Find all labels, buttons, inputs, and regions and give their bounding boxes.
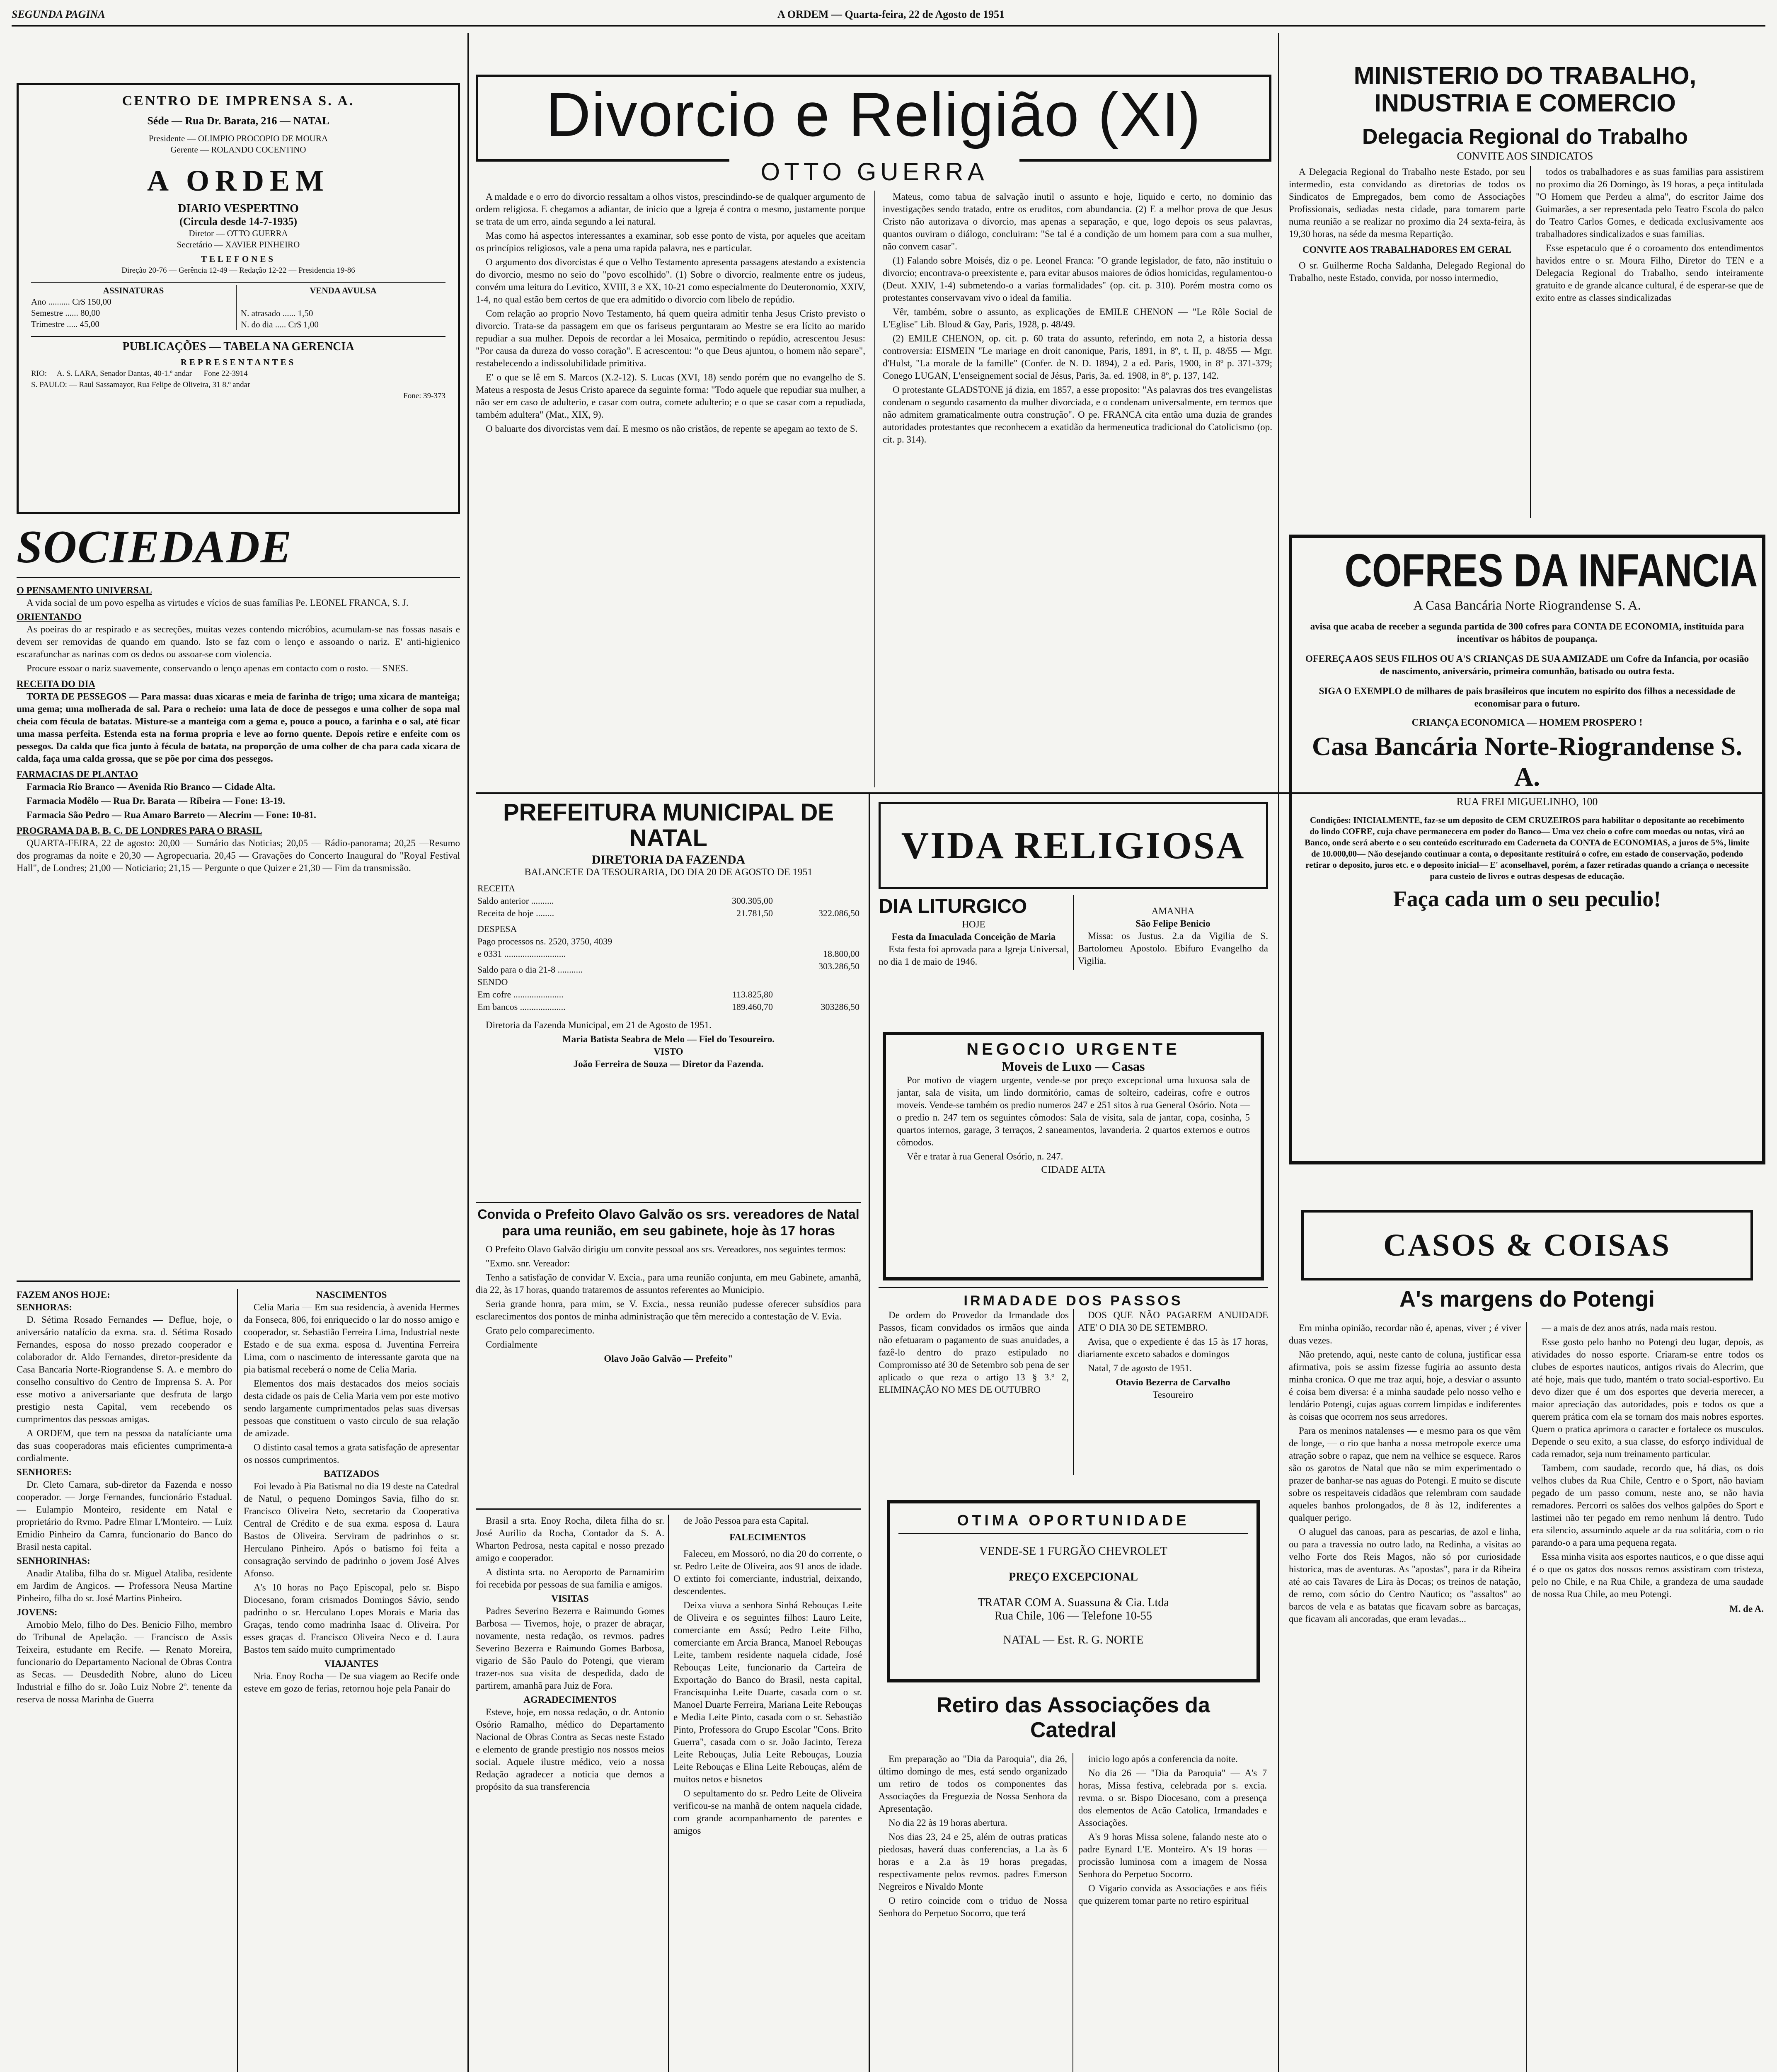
- irmandade-text-r: DOS QUE NÃO PAGAREM ANUIDADE ATE' O DIA 30 DE SETEMBRO.: [1078, 1310, 1268, 1333]
- dia-liturgico-title: DIA LITURGICO: [879, 896, 1027, 917]
- page-dateline: A ORDEM — Quarta-feira, 22 de Agosto de 1951: [777, 8, 1005, 20]
- retiro-text: O Vigario convida as Associações e aos fiéis que quizerem tomar parte no retiro espiritual: [1078, 1883, 1267, 1906]
- masthead-rule: [12, 25, 1765, 27]
- cofres-sub: A Casa Bancária Norte Riograndense S. A.: [1413, 598, 1641, 612]
- orientando-title: ORIENTANDO: [17, 612, 82, 622]
- divorcio-paragraph: Com relação ao proprio Novo Testamento, há quem queira admitir tenha Jesus Cristo previsto o divorcio. Trata-se da passagem em que os fariseus perguntaram ao Mestre se era lícito ao marido repudiar a sua mulher. Depois de recordar a lei Mosaica, permitindo o repúdio, acrescentou Jesus: "Por causa da dureza do vosso coração". E acrescentou: "o que Deus ajuntou, o homem não separe", restabelecendo a indissolubilidade primitiva.: [476, 308, 865, 368]
- divorcio-paragraph: A maldade e o erro do divorcio ressaltam a olhos vistos, prescindindo-se de qualquer argumento de ordem religiosa. E chegamos a adiantar, de inicio que a Igreja é contra o mesmo, justamente porque se trata de um erro, ainda segundo a lei natural.: [476, 191, 865, 227]
- vida-religiosa-title: VIDA RELIGIOSA: [901, 824, 1246, 867]
- ministerio-text-4: Esse espetaculo que é o coroamento dos entendimentos havidos entre o sr. Moura Filho, Diretor do TEN e a Delegacia Regional do Trabalho, sendo inteiramente gratuito e de grande alcance cultural, é de esperar-se que de exito entre as classes sindicalizadas: [1536, 243, 1764, 303]
- retiro-text: inicio logo após a conferencia da noite.: [1088, 1754, 1238, 1764]
- retiro-text: Nos dias 23, 24 e 25, além de outras praticas piedosas, haverá duas conferencias, a 1.a às 6 horas e a 2.a às 19 horas pregadas, respectivamente pelos revmos. padres Emerson Negreiros e Nivaldo Monte: [879, 1832, 1067, 1892]
- jornal-logo: A ORDEM: [147, 164, 329, 197]
- casos-paragraph: Para os meninos natalenses — e mesmo para os que vêm de longe, — o rio que banha a nossa metropole exerce uma atração sobre o rapaz, que nem na velhice se esquece. Raros são os garotos de Natal que não se mim experimentado o prazer de banhar-se nas aguas do Potengi. E muito se discute sobre os respeitaveis cidadãos que relembram com saudade aqueles banhos prolongados, de 8 às 12, indiferentes a qualquer perigo.: [1289, 1426, 1521, 1523]
- divorcio-footnote: Vêr, também, sobre o assunto, as explicações de EMILE CHENON — "Le Rôle Social de L'Eglise" Lib. Bloud & Gay, Paris, 1928, p. 48/49.: [883, 307, 1272, 329]
- representante-fone: Fone: 39-373: [403, 392, 445, 400]
- agradecimentos-title: AGRADECIMENTOS: [523, 1694, 617, 1705]
- nascimentos-title: NASCIMENTOS: [316, 1290, 387, 1300]
- receita-hoje-label: Receita de hoje ........: [477, 908, 554, 918]
- ministerio-title: MINISTERIO DO TRABALHO, INDUSTRIA E COMERCIO: [1353, 62, 1697, 117]
- retiro-text: No dia 26 — "Dia da Paroquia" — A's 7 horas, Missa festiva, celebrada por s. excia. revma. o sr. Bispo Diocesano, com a presença dos elementos de Acão Catolica, Irmandades e Associações.: [1078, 1768, 1267, 1828]
- cofres-rua: RUA FREI MIGUELINHO, 100: [1456, 796, 1598, 808]
- sendo-label: SENDO: [477, 977, 508, 987]
- senhorinhas-title: SENHORINHAS:: [17, 1556, 90, 1566]
- otima-box: [887, 1500, 1260, 1682]
- saldo-dia-value: 303.286,50: [818, 961, 859, 971]
- despesa-label: DESPESA: [477, 924, 517, 934]
- divorcio-author: OTTO GUERRA: [729, 157, 1019, 186]
- casos-paragraph: Essa minha visita aos esportes nauticos, e o que disse aqui é o que os gatos dos nossos remos assistiram com tristeza, pelo no Chile, e na Rua Chile, a grandeza de uma saudade de nossa Rua Chile, ao meu Potengi.: [1532, 1552, 1764, 1599]
- pensamento-text: A vida social de um povo espelha as virtudes e vícios de suas famílias Pe. LEONEL FRANCA, S. J.: [27, 598, 409, 608]
- otima-line-2: PREÇO EXCEPCIONAL: [1009, 1571, 1138, 1583]
- ministerio-text-3: todos os trabalhadores e as suas familias para assistirem no proximo dia 26 Domingo, às 19 horas, a peça intitulada "O Homem que Perdeu a alma", do escritor Jaime dos Guimarães, a ser representada pelo Teatro Escola do palco do Teatro Carlos Gomes, e dedicada exclusivamente aos trabalhadores sindicalizados e suas familias.: [1536, 167, 1764, 239]
- orientando-text-2: Procure essoar o nariz suavemente, conservando o lenço apenas em contacto com o rosto. — SNES.: [27, 663, 408, 673]
- telefones-title: TELEFONES: [201, 254, 276, 264]
- representante-sp: S. PAULO: — Raul Sassamayor, Rua Felipe de Oliveira, 31 8.º andar: [31, 380, 250, 389]
- venda-atrasado: N. atrasado ...... 1,50: [241, 308, 313, 318]
- assinatura-trimestre: Trimestre ..... 45,00: [31, 319, 99, 329]
- hoje-label: HOJE: [962, 919, 985, 929]
- divorcio-footnote: (1) Falando sobre Moisés, diz o pe. Leonel Franca: "O grande legislador, de fato, não instituiu o divorcio; encontrava-o preexistente e, para evitar abusos maiores de ódios homicidas, regulamentou-o (Deut. XXIV, 1-4) submetendo-o a varias formalidades" (op. cit. p. 310). Porém mostra como os protestantes conservavam vivo o ideal da familia.: [883, 255, 1272, 303]
- viajantes-title: VIAJANTES: [324, 1658, 379, 1669]
- nascimentos-text-2: Elementos dos mais destacados dos meios sociais desta cidade os pais de Celia Maria vem por este motivo sendo largamente cumprimentados pelas suas diversas pessoas que constituem o vasto circulo de sua relação de amizade.: [244, 1378, 459, 1438]
- convite-text-3: Seria grande honra, para mim, se V. Excia., nessa reunião pudesse oferecer subsídios para esclarecimentos dos pontos de minha administração que têm merecido a contestação de V. Evia.: [476, 1299, 861, 1322]
- ministerio-convite-trab: CONVITE AOS TRABALHADORES EM GERAL: [1302, 244, 1512, 255]
- falecimentos-column: [673, 1515, 862, 2072]
- casos-sign: M. de A.: [1729, 1604, 1764, 1614]
- bbc-title: PROGRAMA DA B. B. C. DE LONDRES PARA O BRASIL: [17, 825, 262, 836]
- ministerio-col-1: [1289, 166, 1525, 518]
- casos-paragraph: Esse gosto pelo banho no Potengi deu lugar, depois, as atividades do nosso esporte. Criaram-se entre todos os clubes de esportes nauticos, antigos rivais do Alecrim, que até hoje, mais que tudo, mantém o trato social-esportivo. Eu devo dizer que é um dos esportes que deveria merecer, a maior apreciação das autoridades, pois e todos os que a querem prática com ela se tornam dos mais nobres esportes. Quem o pratica aprimora o caracter e fortalece os musculos. Depende o seu exito, a sua classe, do esforço individual de cada remador, seja num treinamento particular.: [1532, 1337, 1764, 1459]
- saldo-anterior-value: 300.305,00: [732, 896, 773, 906]
- pago-label: Pago processos ns. 2520, 3750, 4039: [477, 936, 613, 946]
- irmandade-text: De ordem do Provedor da Irmandade dos Passos, ficam convidados os irmãos que ainda não efetuaram o pagamento de suas anuidades, a fazê-lo dentro do prazo estipulado no Compromisso até 30 de Setembro sob pena de ser aplicado o que reza o artigo 13 § 3.º 2, ELIMINAÇÃO NO MES DE OUTUBRO: [879, 1310, 1069, 1395]
- convite-title: Convida o Prefeito Olavo Galvão os srs. vereadores de Natal para uma reunião, em seu gabinete, hoje às 17 horas: [477, 1207, 859, 1238]
- dia-liturgico: [879, 895, 1268, 1019]
- amanha-santo: São Felipe Benicio: [1135, 918, 1210, 929]
- aniversarios-title: FAZEM ANOS HOJE:: [17, 1290, 110, 1300]
- convite-section: [476, 1206, 861, 1504]
- bancos-label: Em bancos ....................: [477, 1002, 566, 1012]
- farmacia-3: Farmacia São Pedro — Rua Amaro Barreto — Alecrim — Fone: 10-81.: [27, 810, 316, 820]
- jornal-circula: (Circula desde 14-7-1935): [179, 215, 298, 228]
- falecimentos-text: Faleceu, em Mossoró, no dia 20 do corrente, o sr. Pedro Leite de Oliveira, aos 91 anos de idade. O extinto foi comerciante, industrial, deixando, descendentes.: [673, 1549, 862, 1596]
- representantes-title: REPRESENTANTES: [180, 357, 296, 367]
- casos-paragraph: Em minha opinião, recordar não é, apenas, viver ; é viver duas vezes.: [1289, 1323, 1521, 1346]
- saldo-dia-label: Saldo para o dia 21-8 ...........: [477, 964, 583, 975]
- retiro-col-2: [1078, 1753, 1267, 2072]
- irmandade-section: [879, 1293, 1268, 1479]
- casos-paragraph: Não pretendo, aqui, neste canto de coluna, justificar essa afirmativa, pois se assim fizesse fugiria ao assunto desta minha cronica. O que me traz aqui, hoje, a desviar o assunto é coisa bem diversa: é a minha saudade pelo nosso velho e lendário Potengi, cujas aguas correm limpidas e indiferentes às coisas que ocorrem nos seus arredores.: [1289, 1349, 1521, 1422]
- falecimentos-text-2: Deixa viuva a senhora Sinhá Rebouças Leite de Oliveira e os seguintes filhos: Lauro Leite, comerciante em Assú; Pedro Leite Filho, comerciante em Arcia Branca, Manoel Rebouças Leite, tambem residente naquela cidade, José Rebouças Leite, funcionario da Carteira de Exportação do Banco do Brasil, nesta capital, Francisquinha Leite Duarte, casada com o sr. Manoel Duarte Ferreira, Mariana Leite Rebouças e Media Leite Pinto, casada com o sr. Sebastião Pinto, Professora do Grupo Escolar "Cons. Brito Guerra", casada com o sr. João Jacinto, Tereza Leite Rebouças, Julia Leite Rebouças, Louzia Leite Rebouças e Elina Leite Rebouças, além de muitos netos e bisnetos: [673, 1600, 862, 1784]
- retiro-title: Retiro das Associações da Catedral: [937, 1693, 1210, 1742]
- prefeitura-balancete: BALANCETE DA TESOURARIA, DO DIA 20 DE AGOSTO DE 1951: [524, 867, 813, 878]
- aniversario-setima: D. Sétima Rosado Fernandes — Deflue, hoje, o aniversário natalício da exma. sra. d. Sétima Rosado Fernandes, esposa do nosso prezado cooperador e colaborador dr. Aldo Fernandes, diretor-presidente da Casa Bancaria Norte-Riograndense S. A. e membro do conselho consultivo do Centro de Imprensa S. A. Por esse motivo a aniversariante que desfruta de largo prestigio nesta Capital, vem recebendo os cumprimentos das pessoas amigas.: [17, 1314, 232, 1424]
- imprensa-presidente: Presidente — OLIMPIO PROCOPIO DE MOURA: [148, 133, 328, 143]
- assinatura-semestre: Semestre ...... 80,00: [31, 308, 100, 318]
- convite-text-4: Grato pelo comparecimento.: [486, 1325, 595, 1336]
- irmandade-text-r2: Avisa, que o expediente é das 15 às 17 horas, diariamente exceto sabados e domingos: [1078, 1336, 1268, 1359]
- visitas-padres: Padres Severino Bezerra e Raimundo Gomes Barbosa — Tivemos, hoje, o prazer de abraçar, novamente, nesta redação, os revmos. padres Severino Bezerra e Raimundo Gomes Barbosa, vigario de São Paulo do Potengi, que vieram trazer-nos sua visita de despedida, dado de partirem, amanhã para Juiz de Fora.: [476, 1606, 664, 1691]
- irmandade-title: IRMADADE DOS PASSOS: [964, 1293, 1183, 1309]
- otima-title: OTIMA OPORTUNIDADE: [898, 1512, 1248, 1534]
- nascimentos-text-3: O distinto casal temos a grata satisfação de apresentar os nossos cumprimentos.: [244, 1442, 459, 1465]
- retiro-text: A's 9 horas Missa solene, falando neste ato o padre Eynard L'E. Monteiro. A's 19 horas — procissão luminosa com a imagem de Nossa Senhora do Perpetuo Socorro.: [1078, 1832, 1267, 1879]
- divorcio-title: Divorcio e Religião (XI): [546, 80, 1201, 149]
- divorcio-footnote: (2) EMILE CHENON, op. cit. p. 60 trata do assunto, referindo, em nota 2, a historia dessa controversia: EISMEIN "Le mariage en droit canonique, Paris, 1891, in 8º, t. II, p. 48/55 — Mgr. d'Hulst, "La morale de la famille" (Confer. de N. D. 1894), 2 a ed. Paris, 1900, in 8º p. 371-379; Conego LUGAN, L'enseignement social de Jésus, Paris, 3a. ed. 1908, in 8º, p. 137, 142.: [883, 333, 1272, 381]
- casos-col-1: [1289, 1322, 1521, 2072]
- ministerio-convite: CONVITE AOS SINDICATOS: [1457, 150, 1593, 162]
- retiro-text: Em preparação ao "Dia da Paroquia", dia 26, último domingo de mes, está sendo organizado um retiro de todos os componentes das Associações da Freguezia de Nossa Senhora da Apresentação.: [879, 1754, 1067, 1814]
- divorcio-paragraph: E' o que se lê em S. Marcos (X.2-12). S. Lucas (XVI, 18) sendo porém que no evangelho de S. Mateus a resposta de Jesus Cristo aparece da seguinte forma: "Todo aquele que repudiar sua mulher, a não ser em caso de adulterio, e casar com outra, comete adulterio; e o que se casar com a repudiada, também adultera" (Mat., XIX, 9).: [476, 372, 865, 420]
- negocio-ver: Vêr e tratar à rua General Osório, n. 247.: [907, 1151, 1063, 1162]
- visitas-title: VISITAS: [551, 1593, 589, 1604]
- convite-text-2: Tenho a satisfação de convidar V. Excia., para uma reunião conjunta, em meu Gabinete, amanhã, dia 22, às 17 horas, quando trataremos de assuntos referentes ao Municipio.: [476, 1272, 861, 1295]
- cofres-casa: Casa Bancária Norte-Riograndense S. A.: [1312, 731, 1743, 792]
- amanha-label: AMANHA: [1151, 906, 1195, 916]
- casos-paragraph: O aluguel das canoas, para as pescarias, de azol e linha, ou para a travessia no outro lado, na Redinha, a visitas ao velho Forte dos Reis Magos, não só por curiosidade historica, mas de aventuras. As "apostas", para ir da Ribeira até ao cais Tavares de Lira às Docas; os treinos de natação, de remo, com sócio do Centro Nautico; os "assaltos" ao barcos de vela e as batatas que ficavam sobre as barcaças, que ficavam ali ancoradas, que eram levadas...: [1289, 1527, 1521, 1624]
- bancos-value: 189.460,70: [732, 1002, 773, 1012]
- casos-title: CASOS & COISAS: [1383, 1228, 1671, 1263]
- assinatura-ano: Ano .......... Cr$ 150,00: [31, 297, 111, 307]
- batizados-title: BATIZADOS: [324, 1469, 379, 1479]
- agradecimentos-text: Esteve, hoje, em nossa redação, o dr. Antonio Osório Ramalho, médico do Departamento Nacional de Obras Contra as Secas neste Estado e elemento de grande prestigio nos nossos meios social. Aquele ilustre médico, veio a nossa Redação agradecer a noticia que demos a propósito da sua transferencia: [476, 1707, 664, 1792]
- ministerio-text: A Delegacia Regional do Trabalho neste Estado, por seu intermedio, esta convidando as diretorias de todos os Sindicatos de Empregados, bem como de Associações Profissionais, sediadas nesta cidade, para tomarem parte numa reunião a se realizar no proximo dia 24 sexta-feira, às 19,30 horas, na séde da mesma Repartição.: [1289, 167, 1525, 239]
- convite-text: O Prefeito Olavo Galvão dirigiu um convite pessoal aos srs. Vereadores, nos seguintes termos:: [486, 1244, 846, 1254]
- hoje-festa: Festa da Imaculada Conceição de Maria: [891, 932, 1056, 942]
- prefeitura-diretoria: Diretoria da Fazenda Municipal, em 21 de Agosto de 1951.: [486, 1020, 712, 1030]
- casos-paragraph: Tambem, com saudade, recordo que, há dias, os dois velhos clubes da Rua Chile, Centro e o Sport, não haviam pegado de um passo comum, neste ano, se não havia remadores. Percorri os salões dos velhos galpões do Sport e lastimei não ter pegado em remo nenhum lá dentro. Tudo era silencio, assumindo aquele ar da rua solitária, com o rio parando-o a para uma pequena regata.: [1532, 1463, 1764, 1548]
- negocio-title: NEGOCIO URGENTE: [966, 1040, 1180, 1058]
- nascimentos-column: [244, 1289, 459, 2072]
- saldo-anterior-label: Saldo anterior ..........: [477, 896, 554, 906]
- senhores-title: SENHORES:: [17, 1467, 72, 1477]
- jovens-text: Arnobio Melo, filho do Des. Benicio Filho, membro do Tribunal de Apelação. — Francisco de Assis Teixeira, estudante em Recife. — Renato Moreira, funcionario do Departamento Nacional de Obras Contra as Secas. — Deusdedith Nobre, aluno do Liceu Industrial e filho do sr. João Luiz Nobre 2º. tenente da reserva de nossa Marinha de Guerra: [17, 1619, 232, 1704]
- aniversario-ordem: A ORDEM, que tem na pessoa da natalíciante uma das suas cooperadoras mais eficientes cumprimenta-a cordialmente.: [17, 1428, 232, 1463]
- negocio-sub: Moveis de Luxo — Casas: [1002, 1059, 1145, 1074]
- ministerio-text-2: O sr. Guilherme Rocha Saldanha, Delegado Regional do Trabalho, neste Estado, convida, por nosso intermedio,: [1289, 260, 1525, 283]
- divorcio-col-1: [476, 191, 865, 787]
- farmacia-2: Farmacia Modêlo — Rua Dr. Barata — Ribeira — Fone: 13-19.: [27, 796, 285, 806]
- convite-cordialmente: Cordialmente: [486, 1339, 538, 1350]
- senhoras-title: SENHORAS:: [17, 1302, 73, 1312]
- prefeitura-maria: Maria Batista Seabra de Melo — Fiel do Tesoureiro.: [562, 1034, 775, 1044]
- balancete-table: [476, 882, 861, 1013]
- cofres-condicoes: Condições: INICIALMENTE, faz-se um deposito de CEM CRUZEIROS para habilitar o depositante ao recebimento do lindo COFRE, cuja chave permanecera em poder do Banco— Uma vez cheio o cofre com moedas ou notas, virá ao Banco, onde será aberto e o seu conteúdo escriturado em Caderneta da CONTA de ECONOMIAS, a juros de 5%, limite de 10.000,00— Não desejando continuar a conta, o depositante restituirá o cofre, em estado de conservação, podendo retirar o deposito, juros etc. e o deposito inicial— E' aconselhavel, porém, a fazer retiradas quando a criança o necessite para custeio de livros e outras despesas de educação.: [1305, 815, 1750, 881]
- publicacoes: PUBLICAÇÕES — TABELA NA GERENCIA: [31, 336, 445, 353]
- ministerio-col-2: [1536, 166, 1764, 518]
- representante-rio: RIO: —A. S. LARA, Senador Dantas, 40-1.º andar — Fone 22-3914: [31, 369, 248, 378]
- cofres-avisa: avisa que acaba de receber a segunda partida de 300 cofres para CONTA DE ECONOMIA, instituída para incentivar os hábitos de poupança.: [1310, 621, 1744, 644]
- imprensa-sede: Séde — Rua Dr. Barata, 216 — NATAL: [147, 115, 329, 127]
- pago-value: 18.800,00: [823, 949, 859, 959]
- retiro-text: No dia 22 às 19 horas abertura.: [888, 1818, 1007, 1828]
- divorcio-paragraph: Mateus, como tabua de salvação inutil o assunto e hoje, liquido e certo, no dominio das investigações sendo tratado, entre os eruditos, com abundancia. (2) E a melhor prova de que Jesus Cristo não autorizava o divorcio, mas apenas a separação, e que, logo depois os seus palavras, quantos ouviram o diálogo, concluiram: "Se tal é a condição de um homem para com a sua mulher, não convem casar".: [883, 191, 1272, 252]
- viajantes-text: Nria. Enoy Rocha — De sua viagem ao Recife onde esteve em gozo de ferias, retornou hoje pela Panair do: [244, 1671, 459, 1694]
- pensamento-title: O PENSAMENTO UNIVERSAL: [17, 585, 152, 595]
- imprensa-gerente: Gerente — ROLANDO COCENTINO: [170, 145, 306, 155]
- ministerio-sub: Delegacia Regional do Trabalho: [1362, 125, 1688, 149]
- irmandade-assinatura: Otavio Bezerra de Carvalho: [1116, 1377, 1230, 1387]
- visitas-column: [476, 1515, 664, 2072]
- venda-dia: N. do dia ..... Cr$ 1,00: [241, 320, 319, 329]
- hoje-texto: Esta festa foi aprovada para a Igreja Universal, no dia 1 de maio de 1946.: [879, 944, 1069, 967]
- jornal-tipo: DIARIO VESPERTINO: [178, 202, 299, 215]
- amanha-texto: Missa: os Justus. 2.a da Vigilia de S. Bartolomeu Apostolo. Ebifuro Evangelho da Vigilia.: [1078, 931, 1268, 966]
- pago-label-2: e 0331 ...........................: [477, 949, 566, 959]
- cofres-title: COFRES DA INFANCIA: [1344, 545, 1758, 596]
- sociedade-column: [17, 584, 460, 1359]
- vida-religiosa-box: [879, 802, 1268, 889]
- assinaturas-title: ASSINATURAS: [103, 286, 164, 295]
- convite-exmo: "Exmo. snr. Vereador:: [486, 1258, 570, 1268]
- negocio-urgente-box: [883, 1032, 1264, 1280]
- batizados-text-2: A's 10 horas no Paço Episcopal, pelo sr. Bispo Diocesano, foram crismados Domingos Sávio, sendo padrinho o sr. Herculano Lopes Morais e Maria das Graças, tendo como madrinha Isaac d. Oliveira. Por esses graças d. Francisco Oliveira Neco e d. Laura Bastos tem saído muito cumprimentado: [244, 1582, 459, 1655]
- jornal-diretor: Diretor — OTTO GUERRA: [189, 228, 288, 238]
- otima-line-1: VENDE-SE 1 FURGÃO CHEVROLET: [979, 1545, 1167, 1558]
- casos-box: [1301, 1210, 1753, 1280]
- receita-title: RECEITA DO DIA: [17, 679, 95, 689]
- cofres-ofereca: OFEREÇA AOS SEUS FILHOS OU A'S CRIANÇAS DE SUA AMIZADE um Cofre da Infancia, por ocasião de nascimento, aniversário, primeira comunhão, batisado ou outra festa.: [1305, 654, 1749, 676]
- imprensa-box: [17, 83, 460, 514]
- convite-assinatura: Olavo João Galvão — Prefeito": [604, 1353, 733, 1364]
- nascimentos-text: Celia Maria — Em sua residencia, à avenida Hermes da Fonseca, 806, foi enriquecido o lar do nosso amigo e cooperador, sr. Sebastião Ferreira Lima, Industrial neste Estado e de sua exma. esposa d. Juventina Ferreira Lima, com o nascimento de interessante garota que na pia batismal receberá o nome de Celia Maria.: [244, 1302, 459, 1375]
- casos-col-2: [1532, 1322, 1764, 2072]
- cofre-label: Em cofre ......................: [477, 989, 564, 1000]
- irmandade-cargo: Tesoureiro: [1152, 1389, 1194, 1400]
- farmacia-1: Farmacia Rio Branco — Avenida Rio Branco — Cidade Alta.: [27, 782, 276, 792]
- receita-text: TORTA DE PESSEGOS — Para massa: duas xicaras e meia de farinha de trigo; uma xicara de manteiga; uma gema; uma molherada de sal. Para o recheio: uma lata de doce de pessegos e uma colher de sopa mal cheia com fécula de batatas. Misture-se a manteiga com a gema e, pouco a pouco, a farinha e o sal, até ficar uma massa perfeita. Estenda esta na forma propria e leve ao forno quente. Depois retire e enfeite com os pessegos. Da calda que fica junto à fécula de batata, na proporção de uma colher de cha para cada xicara de calda, faça uma calda grossa, que se põe por cima dos pessegos.: [17, 691, 460, 764]
- divorcio-paragraph: Mas como há aspectos interessantes a examinar, sob esse ponto de vista, por aqueles que aceitam os princípios religiosos, vale a pena uma rapida palavra, nes e particular.: [476, 230, 865, 253]
- venda-title: VENDA AVULSA: [310, 286, 377, 295]
- telefones-list: Direção 20-76 — Gerência 12-49 — Redação 12-22 — Presidencia 19-86: [121, 266, 355, 275]
- receita-hoje-value: 21.781,50: [736, 908, 773, 918]
- casos-paragraph: — a mais de dez anos atrás, nada mais restou.: [1542, 1323, 1717, 1333]
- visitas-text: Brasil a srta. Enoy Rocha, dileta filha do sr. José Aurilio da Rocha, Contador da S. A. Wharton Pedrosa, nesta capital e nosso prezado amigo e cooperador.: [476, 1515, 664, 1563]
- sociedade-title: SOCIEDADE: [17, 521, 293, 573]
- falecimentos-title: FALECIMENTOS: [729, 1532, 806, 1542]
- retiro-col-1: [879, 1753, 1067, 2072]
- orientando-text: As poeiras do ar respirado e as secreções, muitas vezes contendo micróbios, acumulam-se nas fossas nasais e devem ser removidas de quando em quando. Isto se faz com o lenço e assoando o nariz. E' anti-higienico escarafunchar as narinas com os dedos ou assoar-se com violencia.: [17, 624, 460, 659]
- otima-line-4: Rua Chile, 106 — Telefone 10-55: [994, 1610, 1152, 1622]
- retiro-text: O retiro coincide com o triduo de Nossa Senhora do Perpetuo Socorro, que terá: [879, 1895, 1067, 1918]
- divorcio-paragraph: O argumento dos divorcistas é que o Velho Testamento apresenta passagens atestando a existencia do divorcio, mesmo no seio do "povo escolhido". (1) Sobre o divorcio, realmente entre os judeus, convém uma leitura do Levitico, XVIII, 3 e XX, 10-21 como especialmente do Deuteronomio, XXIV, 1-4, no qual estão bem certos de que era admitido o divorcio com libelo de repúdio.: [476, 257, 865, 305]
- farmacias-title: FARMACIAS DE PLANTAO: [17, 769, 138, 779]
- cofre-value: 113.825,80: [732, 989, 773, 1000]
- divorcio-paragraph: O baluarte dos divorcistas vem daí. E mesmo os não cristãos, de repente se apegam ao texto de S.: [486, 424, 858, 434]
- negocio-text: Por motivo de viagem urgente, vende-se por preço excepcional uma luxuosa sala de jantar, sala de visita, um lindo dormitório, camas de solteiro, cadeiras, cofre e outros moveis. Vende-se também os predio numeros 247 e 251 sitos à rua General Osório. Nota — o predio n. 247 tem os seguintes cômodos: Sala de visita, sala de jantar, copa, cosinha, 5 quartos internos, garage, 3 terraços, 2 saneamentos, lavanderia. 2 quartos externos e outros cômodos.: [897, 1075, 1250, 1147]
- page-label: SEGUNDA PAGINA: [12, 8, 105, 20]
- prefeitura-sub: DIRETORIA DA FAZENDA: [591, 853, 746, 867]
- bbc-text: QUARTA-FEIRA, 22 de agosto: 20,00 — Sumário das Noticias; 20,05 — Rádio-panorama; 20,25 —Resumo dos programas da noite e 20,30 — Agropecuaria. 20,45 — Gravações do Concerto Inaugural do "Royal Festival Hall", de Londres; 21,00 — Noticiario; 21,15 — Pergunte o que Quizer e 21,30 — Fim da transmissão.: [17, 838, 460, 873]
- imprensa-title: CENTRO DE IMPRENSA S. A.: [122, 93, 355, 109]
- cofres-faca: Faça cada um o seu peculio!: [1393, 886, 1661, 911]
- falecimentos-text-3: O sepultamento do sr. Pedro Leite de Oliveira verificou-se na manhã de ontem naquela cidade, com grande acompanhamento de parentes e amigos: [673, 1788, 862, 1836]
- divorcio-footnote: O protestante GLADSTONE já dizia, em 1857, a esse proposito: "As palavras dos tres evangelistas condenam o segundo casamento da mulher divorciada, e o condenam universalmente, em termos que não admitem gramaticalmente outra construção". O pe. FRANCA cita então uma duzia de grandes autoridades protestantes que reconhecem a exatidão da hermeneutica tradicional do Catolicismo (op. cit. p. 314).: [883, 385, 1272, 445]
- prefeitura-title: PREFEITURA MUNICIPAL DE NATAL: [503, 799, 834, 852]
- aniversarios-column: [17, 1289, 232, 2072]
- jovens-title: JOVENS:: [17, 1607, 58, 1617]
- divorcio-title-box: [476, 75, 1271, 162]
- casos-sub: A's margens do Potengi: [1399, 1287, 1655, 1312]
- otima-line-3: TRATAR COM A. Suassuna & Cia. Ltda: [978, 1596, 1169, 1609]
- senhorinhas-text: Anadir Ataliba, filha do sr. Miguel Ataliba, residente em Jardim de Angicos. — Professora Neusa Martine Pinheiro, filha do sr. José Martins Pinheiro.: [17, 1568, 232, 1603]
- prefeitura-joao: João Ferreira de Souza — Diretor da Fazenda.: [573, 1059, 764, 1069]
- receita-total-value: 322.086,50: [818, 908, 859, 918]
- visitas-text-2: A distinta srta. no Aeroporto de Parnamirim foi recebida por pessoas de sua familia e amigos.: [476, 1567, 664, 1590]
- batizados-text: Foi levado à Pia Batismal no dia 19 deste na Catedral de Natul, o pequeno Domingos Savia, filho do sr. Francisco Oliveira Neto, secretario da Cooperativa Central de Crédito e de sua exma. esposa d. Laura Bastos de Oliveira. Serviram de padrinhos o sr. Herculano Pinheiro. Após o batismo foi feita a consagração servindo de padrinho o jovem José Alves Afonso.: [244, 1481, 459, 1578]
- otima-line-5: NATAL — Est. R. G. NORTE: [1003, 1634, 1144, 1646]
- divorcio-col-2: [883, 191, 1272, 787]
- senhores-text: Dr. Cleto Camara, sub-diretor da Fazenda e nosso cooperador. — Jorge Fernandes, funcionário Estadual. — Eulampio Monteiro, residente em Natal e proprietário do Rvmo. Padre Elmar L'Monteiro. — Luiz Emidio Pinheiro da Camra, funcionario do Banco do Brasil nesta capital.: [17, 1479, 232, 1552]
- cofres-siga: SIGA O EXEMPLO de milhares de pais brasileiros que incutem no espirito dos filhos a necessidade de economisar para o futuro.: [1319, 686, 1736, 709]
- cofres-box: [1289, 535, 1765, 1164]
- bancos-total: 303286,50: [821, 1002, 859, 1012]
- irmandade-data: Natal, 7 de agosto de 1951.: [1088, 1363, 1192, 1373]
- cofres-crianca: CRIANÇA ECONOMICA — HOMEM PROSPERO !: [1411, 717, 1643, 728]
- receita-label: RECEITA: [477, 883, 516, 893]
- negocio-cidade: CIDADE ALTA: [1041, 1164, 1106, 1175]
- falecimentos-pre: de João Pessoa para esta Capital.: [683, 1515, 809, 1526]
- jornal-secretario: Secretário — XAVIER PINHEIRO: [177, 240, 300, 249]
- prefeitura-visto: VISTO: [654, 1046, 683, 1057]
